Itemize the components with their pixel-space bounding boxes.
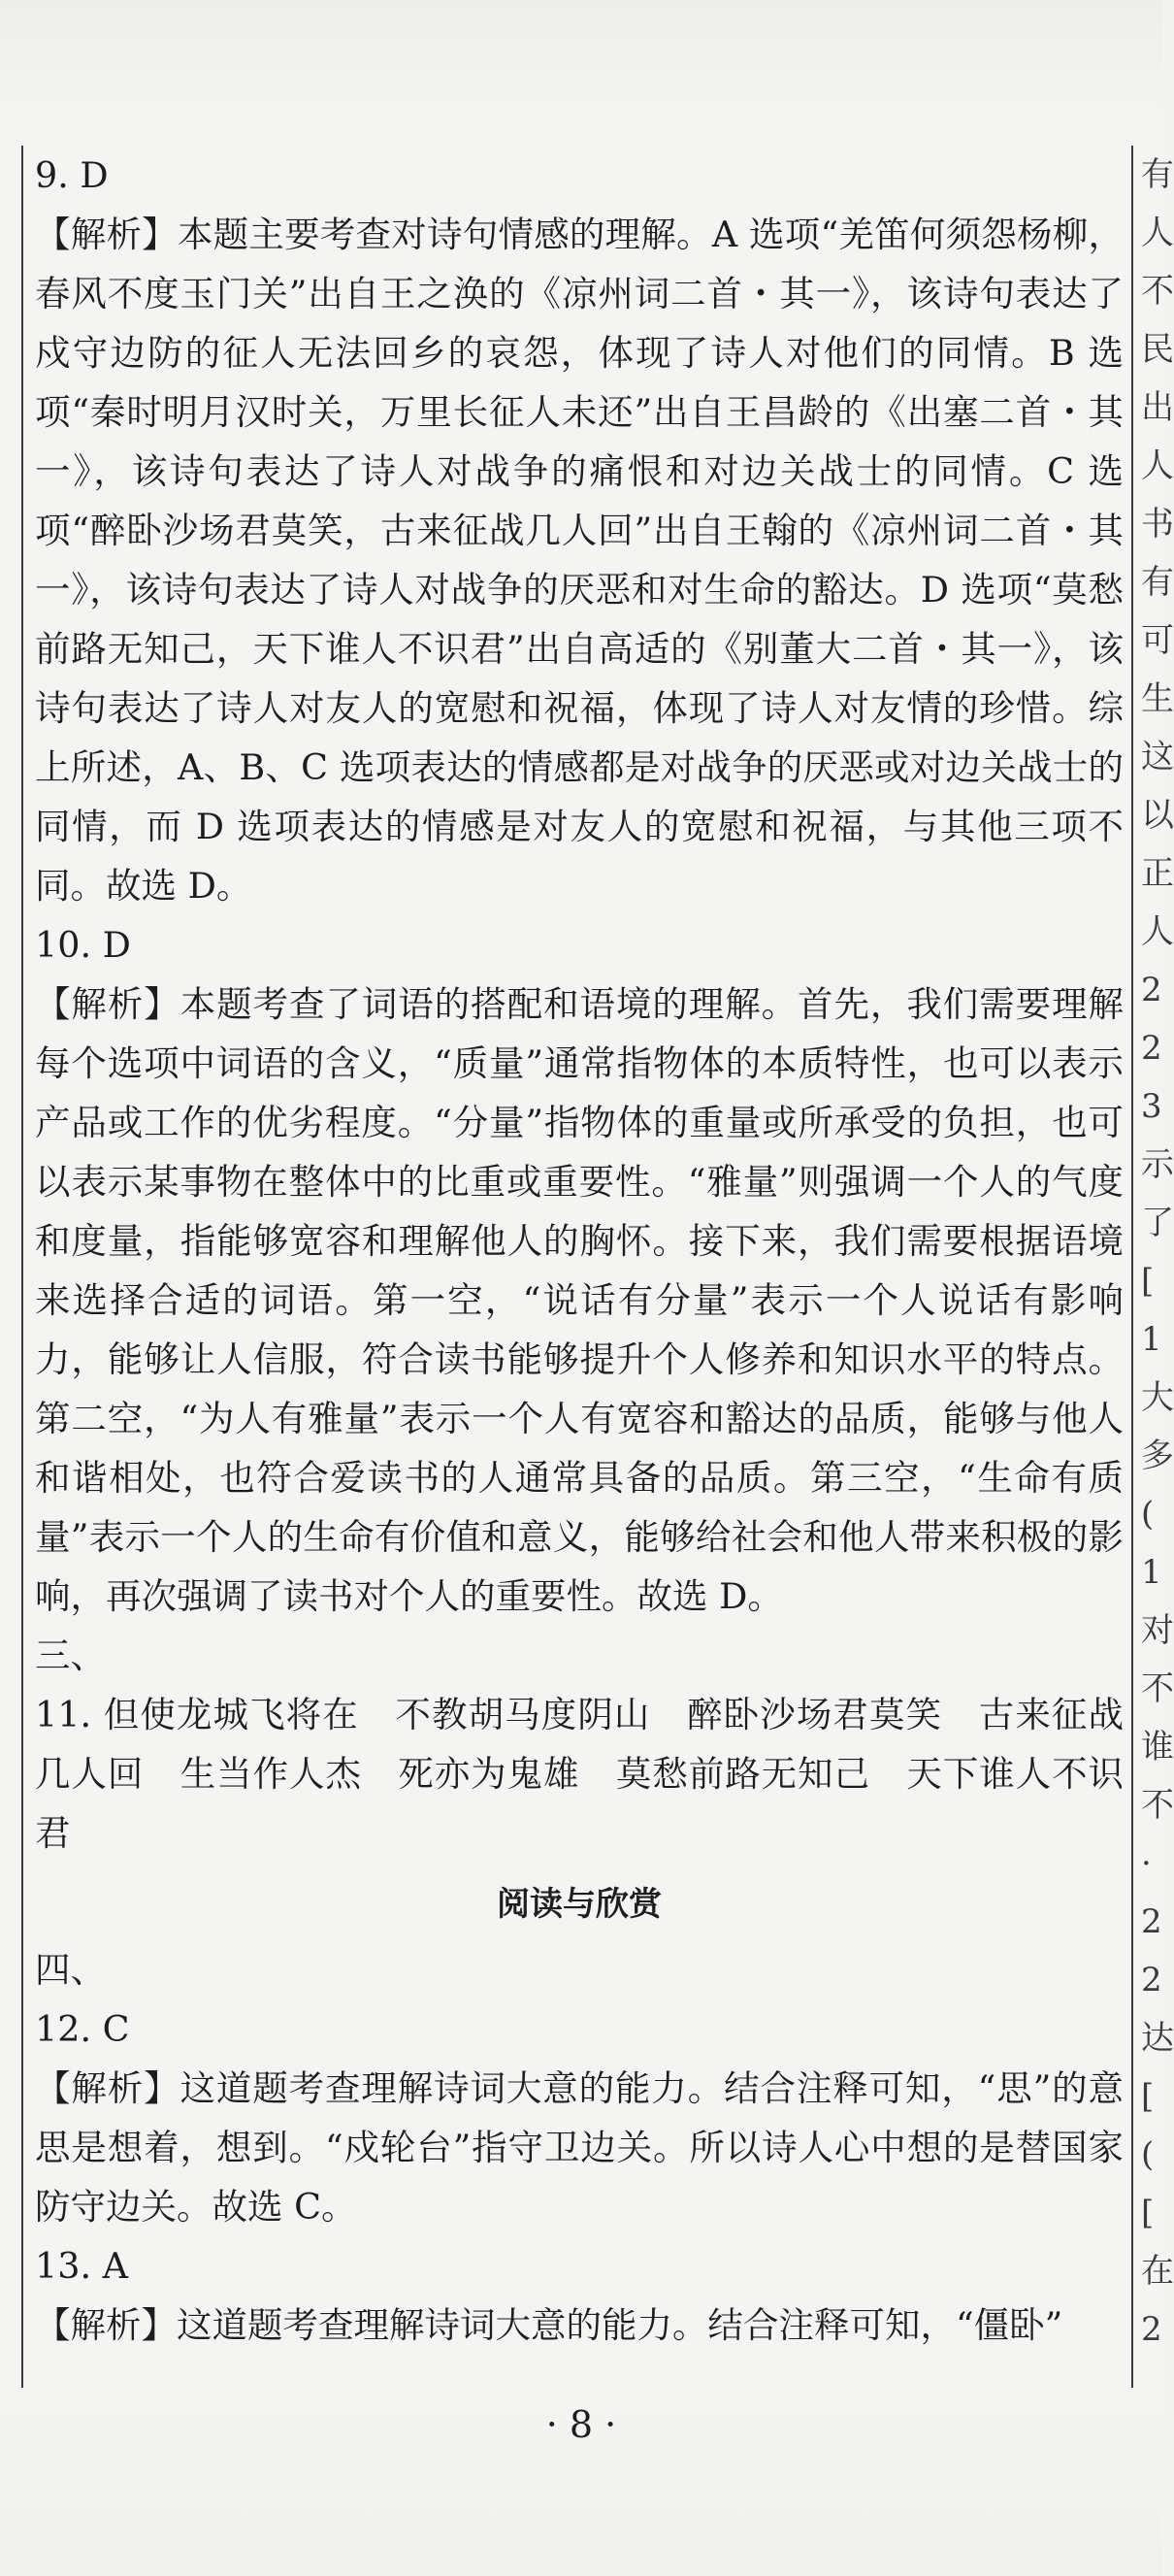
bleed-char: 正 <box>1141 854 1174 893</box>
bleed-char: [ <box>1141 2077 1155 2116</box>
bleed-char: 书 <box>1141 505 1174 544</box>
bleed-char: 不 <box>1141 1786 1174 1825</box>
bleed-char: 多 <box>1141 1437 1174 1475</box>
section-three-heading: 三、 <box>35 1635 106 1676</box>
bleed-char: 3 <box>1141 1087 1162 1126</box>
bleed-char: 有 <box>1141 155 1174 194</box>
right-column-rule <box>1131 146 1133 2388</box>
q12-answer: 12. C <box>35 2008 130 2050</box>
bleed-char: 民 <box>1141 330 1174 369</box>
bleed-char: · <box>1141 1844 1152 1883</box>
q13-analysis: 【解析】这道题考查理解诗词大意的能力。结合注释可知，“僵卧” <box>35 2304 1063 2346</box>
bleed-char: 以 <box>1141 796 1174 835</box>
bleed-char: 2 <box>1141 1029 1162 1068</box>
bleed-char: 人 <box>1141 446 1174 485</box>
bleed-char: 对 <box>1141 1611 1174 1650</box>
q10-answer: 10. D <box>35 924 131 966</box>
bleed-char: 人 <box>1141 912 1174 951</box>
bleed-char: 这 <box>1141 738 1174 776</box>
bleed-char: 可 <box>1141 621 1174 660</box>
answer-column <box>35 146 1124 2355</box>
bleed-char: 生 <box>1141 679 1174 718</box>
q11-answer: 11. 但使龙城飞将在 不教胡马度阴山 醉卧沙场君莫笑 古来征战几人回 生当作人杰 死亦为鬼雄 莫愁前路无知己 天下谁人不识君 <box>35 1694 1124 1854</box>
bleed-char: 1 <box>1141 1320 1162 1359</box>
bleed-char: 不 <box>1141 1669 1174 1708</box>
bleed-char: 2 <box>1141 1961 1162 1999</box>
bleed-char: 2 <box>1141 971 1162 1009</box>
bleed-char: 在 <box>1141 2252 1174 2291</box>
reading-section-title: 阅读与欣赏 <box>497 1885 662 1924</box>
bleed-char: 达 <box>1141 2019 1174 2058</box>
bleed-char: 2 <box>1141 2310 1162 2349</box>
left-column-rule <box>21 146 23 2388</box>
q13-answer: 13. A <box>35 2245 129 2287</box>
bleed-char: 人 <box>1141 214 1174 252</box>
q9-analysis: 【解析】本题主要考查对诗句情感的理解。A 选项“羌笛何须怨杨柳，春风不度玉门关”出自王之涣的《凉州词二首・其一》，该诗句表达了戍守边防的征人无法回乡的哀怨，体现了诗人对他们的同情。B 选项“秦时明月汉时关，万里长征人未还”出自王昌龄的《出塞二首・其一》，该诗句表达了诗人对战争的痛恨和对边关战士的同情。C 选项“醉卧沙场君莫笑，古来征战几人回”出自王翰的《凉州词二首・其一》，该诗句表达了诗人对战争的厌恶和对生命的豁达。D 选项“莫愁前路无知己，天下谁人不识君”出自高适的《别董大二首・其一》，该诗句表达了诗人对友人的宽慰和祝福，体现了诗人对友情的珍惜。综上所述，A、B、C 选项表达的情感都是对战争的厌恶或对边关战士的同情，而 D 选项表达的情感是对友人的宽慰和祝福，与其他三项不同。故选 D。 <box>35 214 1124 907</box>
bleed-char: 1 <box>1141 1553 1162 1592</box>
q10-analysis: 【解析】本题考查了词语的搭配和语境的理解。首先，我们需要理解每个选项中词语的含义，“质量”通常指物体的本质特性，也可以表示产品或工作的优劣程度。“分量”指物体的重量或所承受的负担，也可以表示某事物在整体中的比重或重要性。“雅量”则强调一个人的气度和度量，指能够宽容和理解他人的胸怀。接下来，我们需要根据语境来选择合适的词语。第一空，“说话有分量”表示一个人说话有影响力，能够让人信服，符合读书能够提升个人修养和知识水平的特点。第二空，“为人有雅量”表示一个人有宽容和豁达的品质，能够与他人和谐相处，也符合爱读书的人通常具备的品质。第三空，“生命有质量”表示一个人的生命有价值和意义，能够给社会和他人带来积极的影响，再次强调了读书对个人的重要性。故选 D。 <box>35 983 1124 1617</box>
bleed-char: [ <box>1141 1262 1155 1301</box>
bleed-char: [ <box>1141 2194 1155 2232</box>
section-four-heading: 四、 <box>35 1949 106 1991</box>
q12-analysis: 【解析】这道题考查理解诗词大意的能力。结合注释可知，“思”的意思是想着，想到。“戍轮台”指守卫边关。所以诗人心中想的是替国家防守边关。故选 C。 <box>35 2067 1124 2228</box>
adjacent-column-bleed <box>1141 146 1174 2388</box>
bleed-char: 示 <box>1141 1145 1174 1184</box>
bleed-char: ( <box>1141 1495 1155 1534</box>
q9-answer: 9. D <box>35 154 109 196</box>
bleed-char: ( <box>1141 2135 1155 2174</box>
bleed-char: 有 <box>1141 563 1174 602</box>
bleed-char: 了 <box>1141 1204 1174 1242</box>
page-number: · 8 · <box>545 2403 617 2446</box>
bleed-char: 谁 <box>1141 1728 1174 1767</box>
bleed-char: 2 <box>1141 1902 1162 1941</box>
bleed-char: 出 <box>1141 388 1174 427</box>
bleed-char: 大 <box>1141 1378 1174 1417</box>
bleed-char: 不 <box>1141 272 1174 311</box>
